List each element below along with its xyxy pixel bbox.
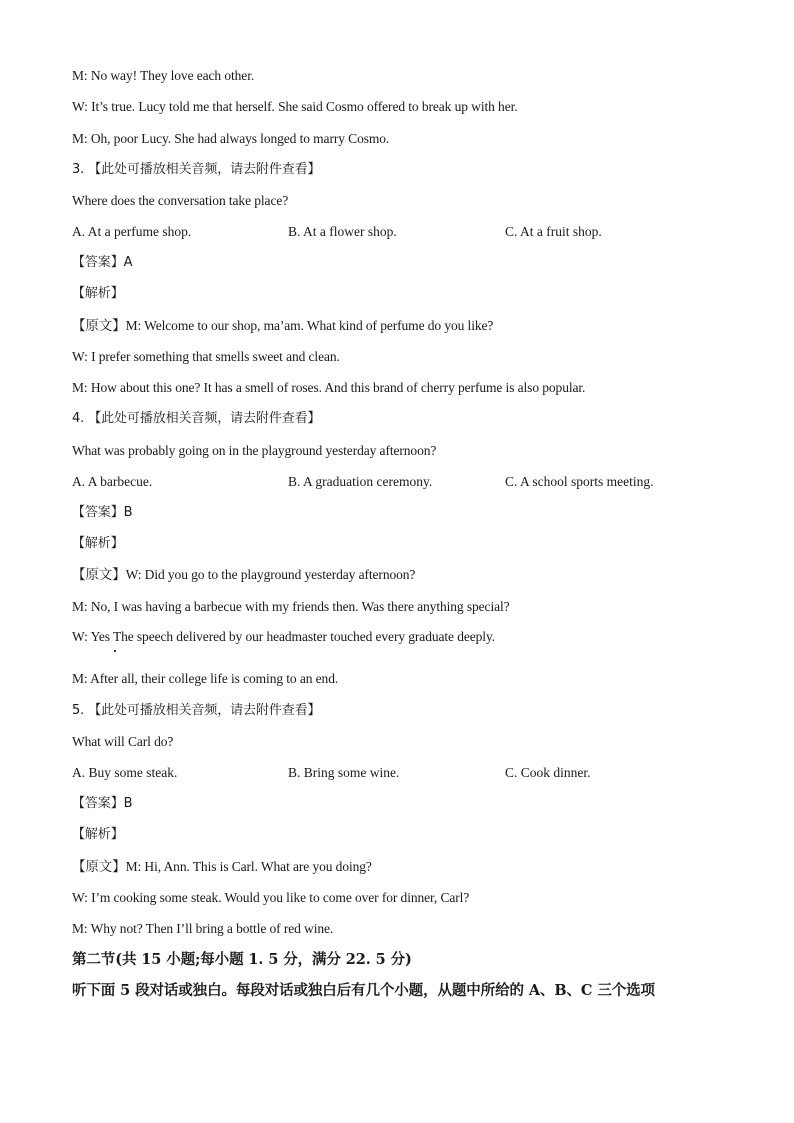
q3-analysis: 【解析】 — [72, 286, 124, 301]
dialogue-line: W: It’s true. Lucy told me that herself. She said Cosmo offered to break up with her. — [72, 99, 518, 114]
q4-answer: 【答案】B — [72, 505, 133, 520]
question-4-text: What was probably going on in the playground yesterday afternoon? — [72, 443, 437, 458]
q3-transcript-line: 【原文】M: Welcome to our shop, ma’am. What kind of perfume do you like? — [72, 318, 494, 333]
question-5-header[interactable]: 5. 【此处可播放相关音频，请去附件查看】 — [72, 703, 321, 718]
q5-transcript-line: M: Why not? Then I’ll bring a bottle of red wine. — [72, 921, 334, 936]
section-2-instructions: 听下面 5 段对话或独白。每段对话或独白后有几个小题，从题中所给的 A、B、C 三个选项 — [72, 982, 655, 999]
dialogue-line: M: Oh, poor Lucy. She had always longed to marry Cosmo. — [72, 131, 390, 146]
q5-transcript-line: W: I’m cooking some steak. Would you like to come over for dinner, Carl? — [72, 890, 470, 905]
q5-option-c: C. Cook dinner. — [505, 765, 591, 780]
q4-transcript-line: M: After all, their college life is coming to an end. — [72, 671, 339, 686]
stray-dot — [114, 650, 116, 652]
section-2-title: 第二节(共 15 小题;每小题 1. 5 分，满分 22. 5 分) — [72, 951, 412, 968]
q5-option-b: B. Bring some wine. — [288, 765, 400, 780]
q5-answer: 【答案】B — [72, 796, 133, 811]
q3-option-b: B. At a flower shop. — [288, 224, 397, 239]
q4-analysis: 【解析】 — [72, 536, 124, 551]
dialogue-line: M: No way! They love each other. — [72, 68, 255, 83]
q5-analysis: 【解析】 — [72, 827, 124, 842]
q5-option-a: A. Buy some steak. — [72, 765, 178, 780]
q3-transcript-line: W: I prefer something that smells sweet and clean. — [72, 349, 340, 364]
q4-transcript-line: W: Yes The speech delivered by our headmaster touched every graduate deeply. — [72, 629, 495, 644]
question-5-text: What will Carl do? — [72, 734, 174, 749]
q3-transcript-line: M: How about this one? It has a smell of roses. And this brand of cherry perfume is also popular. — [72, 380, 586, 395]
q3-option-c: C. At a fruit shop. — [505, 224, 602, 239]
q3-option-a: A. At a perfume shop. — [72, 224, 192, 239]
q4-transcript-line: M: No, I was having a barbecue with my friends then. Was there anything special? — [72, 599, 510, 614]
q5-transcript-line: 【原文】M: Hi, Ann. This is Carl. What are you doing? — [72, 859, 372, 874]
question-3-text: Where does the conversation take place? — [72, 193, 289, 208]
q3-answer: 【答案】A — [72, 255, 133, 270]
q4-option-a: A. A barbecue. — [72, 474, 153, 489]
question-3-header[interactable]: 3. 【此处可播放相关音频，请去附件查看】 — [72, 162, 321, 177]
question-4-header[interactable]: 4. 【此处可播放相关音频，请去附件查看】 — [72, 411, 321, 426]
q4-transcript-line: 【原文】W: Did you go to the playground yesterday afternoon? — [72, 567, 416, 582]
q4-option-b: B. A graduation ceremony. — [288, 474, 433, 489]
q4-option-c: C. A school sports meeting. — [505, 474, 654, 489]
